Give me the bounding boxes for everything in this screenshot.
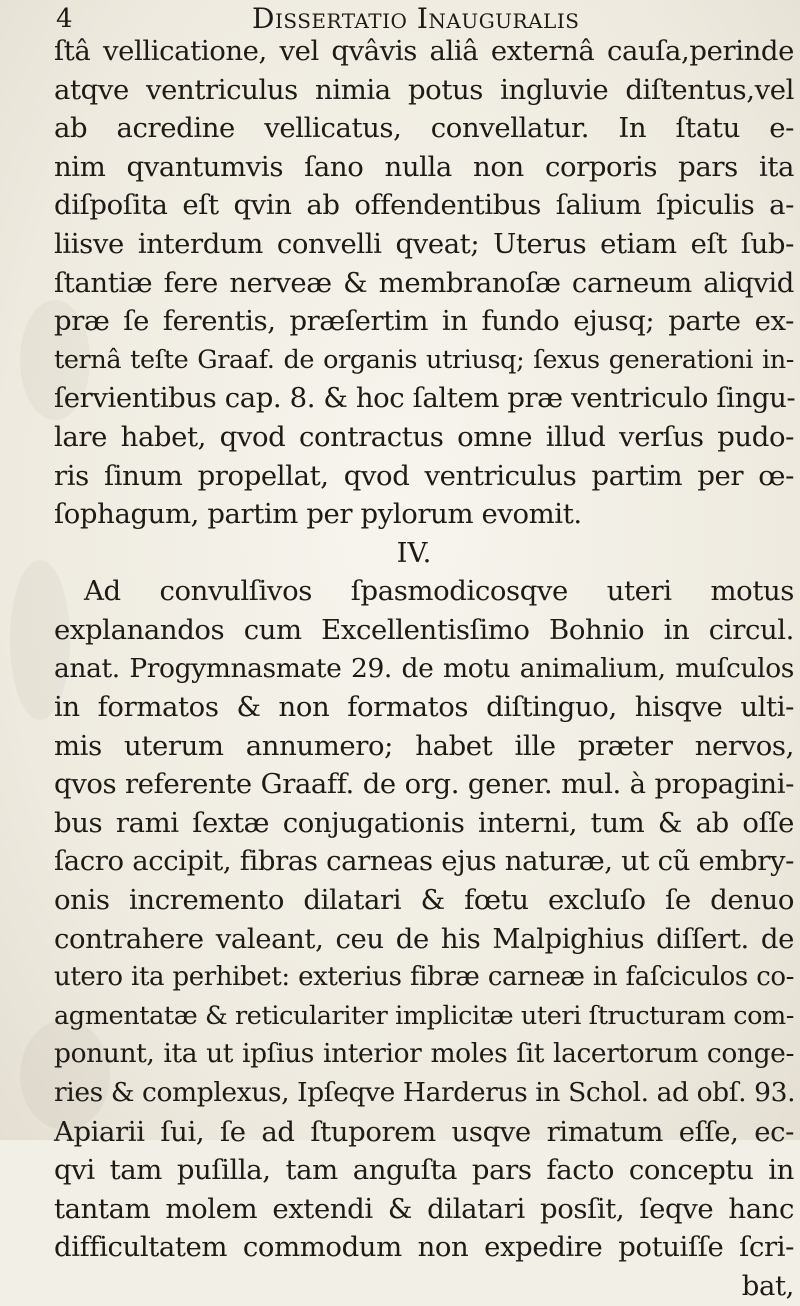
text-line: explanandos cum Excellentisſimo Bohnio in circul. xyxy=(54,613,794,646)
page-header xyxy=(56,2,796,36)
text-line: lare habet, qvod contractus omne illud verſus pudo- xyxy=(54,420,794,453)
text-line: anat. Progymnasmate 29. de motu animalium, muſculos xyxy=(54,652,794,684)
text-line: ab acredine vellicatus, convellatur. In ſtatu e- xyxy=(54,112,794,145)
text-line: qvos referente Graaff. de org. gener. mul. à propagini- xyxy=(54,768,794,801)
running-title: Dissertatio Inauguralis xyxy=(252,2,580,35)
text-line: difficultatem commodum non expedire potuiſſe ſcri- xyxy=(54,1231,794,1264)
text-line: ternâ teſte Graaf. de organis utriusq; ſexus generationi in- xyxy=(54,344,794,375)
text-line: in formatos & non formatos diſtinguo, hisqve ulti- xyxy=(54,691,794,724)
text-line: agmentatæ & reticulariter implicitæ uteri ſtructuram com- xyxy=(54,1000,795,1031)
section-number: IV. xyxy=(396,536,432,569)
text-line: bus rami ſextæ conjugationis interni, tum & ab oſſe xyxy=(54,806,794,839)
text-line: utero ita perhibet: exterius fibræ carneæ in faſciculos co- xyxy=(54,962,794,993)
text-line: ries & complexus, Ipſeqve Harderus in Schol. ad obſ. 93. xyxy=(54,1077,796,1109)
text-line: ſacro accipit, fibras carneas ejus naturæ, ut cũ embry- xyxy=(54,845,794,878)
text-line: Apiarii ſui, ſe ad ſtuporem usqve rimatum eſſe, ec- xyxy=(54,1115,794,1148)
text-line: onis incremento dilatari & fœtu excluſo ſe denuo xyxy=(54,884,794,917)
text-line: ſophagum, partim per pylorum evomit. xyxy=(54,498,582,531)
text-line: nim qvantumvis ſano nulla non corporis pars ita xyxy=(54,150,794,183)
text-line: liisve interdum convelli qveat; Uterus etiam eſt ſub- xyxy=(54,227,794,260)
text-line: qvi tam puſilla, tam anguſta pars facto conceptu in xyxy=(54,1154,794,1187)
text-line: ſtâ vellicatione, vel qvâvis aliâ externâ cauſa,perinde xyxy=(54,35,794,67)
text-line: diſpoſita eſt qvin ab offendentibus ſalium ſpiculis a- xyxy=(54,189,794,222)
text-line: tantam molem extendi & dilatari posſit, ſeqve hanc xyxy=(54,1192,794,1225)
text-line: ponunt, ita ut ipſius interior moles ſit lacertorum conge- xyxy=(54,1038,794,1070)
body-text xyxy=(54,32,794,1306)
text-line: atqve ventriculus nimia potus ingluvie diſtentus,vel xyxy=(54,73,794,106)
catchword: bat, xyxy=(741,1270,794,1302)
text-line: ſervientibus cap. 8. & hoc ſaltem præ ventriculo ſingu- xyxy=(54,382,796,415)
text-line: præ ſe ferentis, præſertim in fundo ejusq; parte ex- xyxy=(54,305,794,338)
text-line: Ad convulſivos ſpasmodicosqve uteri motus xyxy=(84,575,794,608)
text-line: ſtantiæ fere nerveæ & membranoſæ carneum aliqvid xyxy=(54,266,794,299)
text-line: mis uterum annumero; habet ille præter nervos, xyxy=(54,729,794,762)
text-line: contrahere valeant, ceu de his Malpighius diſſert. de xyxy=(54,922,794,955)
text-line: ris ſinum propellat, qvod ventriculus partim per œ- xyxy=(54,459,794,492)
page-number: 4 xyxy=(56,4,74,34)
